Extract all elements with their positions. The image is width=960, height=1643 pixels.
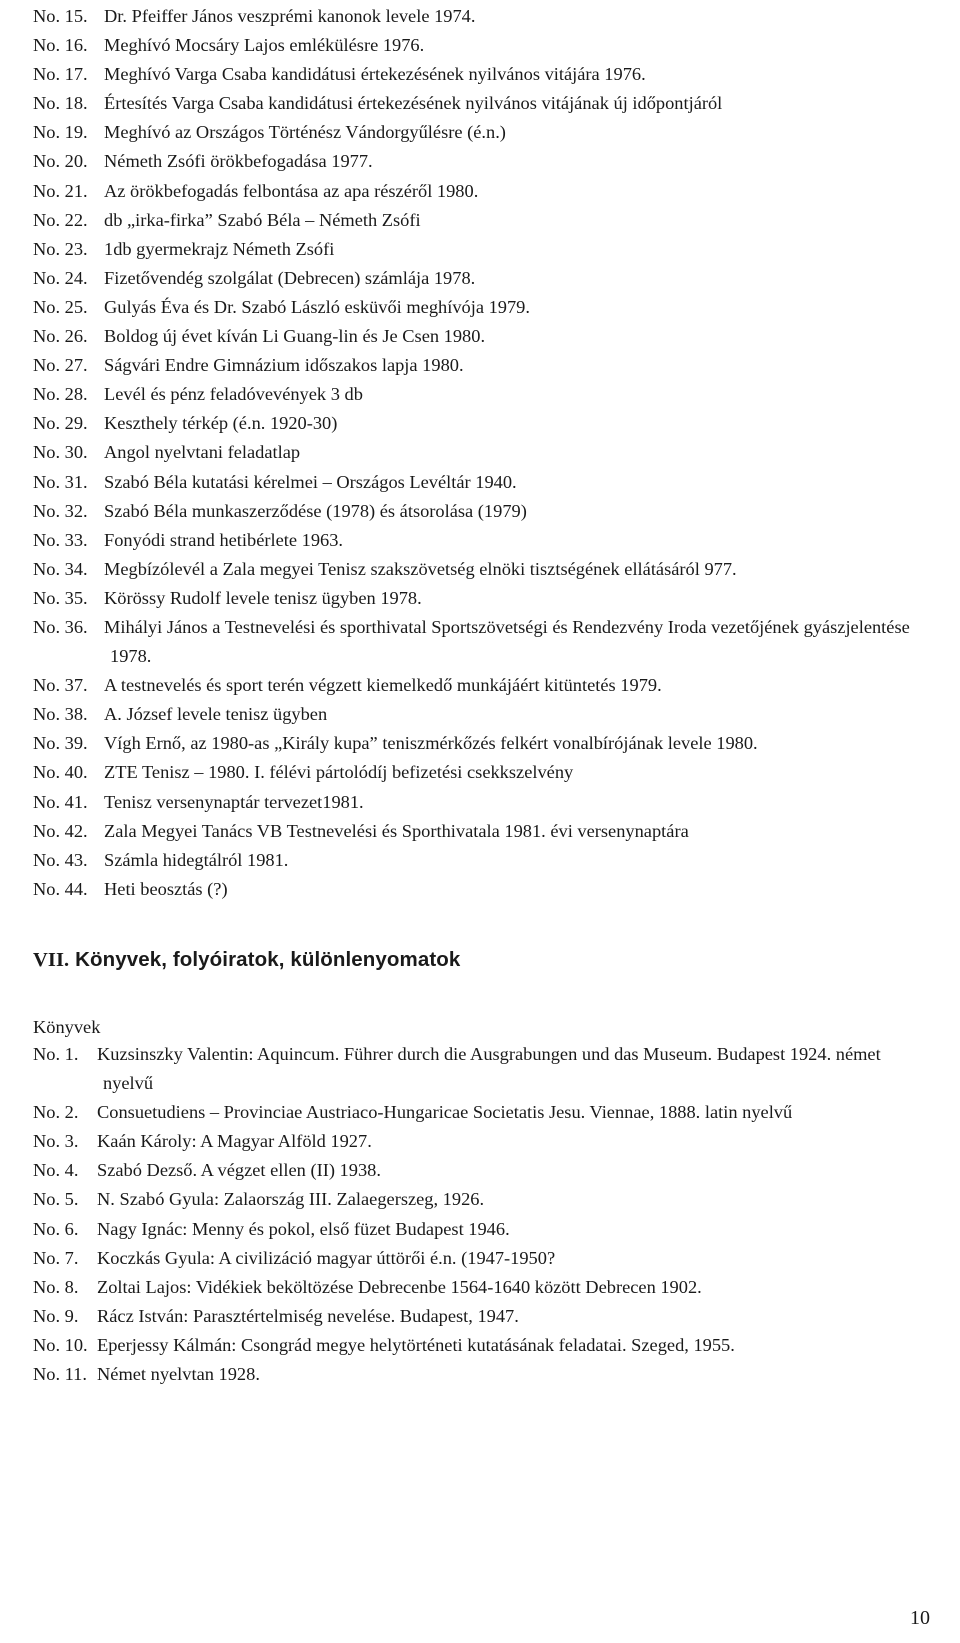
list-item <box>33 1360 913 1389</box>
list-item <box>33 875 933 904</box>
item-number: No. 22. <box>33 209 88 230</box>
item-number: No. 3. <box>33 1131 79 1152</box>
item-text: Nagy Ignác: Menny és pokol, első füzet Budapest 1946. <box>97 1218 510 1239</box>
item-text: Zoltai Lajos: Vidékiek beköltözése Debrecenbe 1564-1640 között Debrecen 1902. <box>97 1276 702 1297</box>
list-item <box>33 1127 913 1156</box>
books-list <box>33 1040 913 1389</box>
item-number: No. 40. <box>33 762 88 783</box>
item-number: No. 5. <box>33 1189 79 1210</box>
item-text: Értesítés Varga Csaba kandidátusi értekezésének nyilvános vitájának új időpontjáról <box>104 93 723 114</box>
list-item <box>33 293 933 322</box>
list-item <box>33 235 933 264</box>
item-number: No. 29. <box>33 413 88 434</box>
list-item <box>33 1098 913 1127</box>
item-text: Zala Megyei Tanács VB Testnevelési és Sporthivatala 1981. évi versenynaptára <box>104 820 689 841</box>
item-text: Dr. Pfeiffer János veszprémi kanonok levele 1974. <box>104 6 476 26</box>
item-number: No. 38. <box>33 704 88 725</box>
item-text: Mihályi János a Testnevelési és sporthivatal Sportszövetségi és Rendezvény Iroda vezetőjének gyászjelentése 1978. <box>104 616 910 667</box>
section-heading <box>33 948 460 972</box>
item-number: No. 24. <box>33 267 88 288</box>
item-text: Fonyódi strand hetibérlete 1963. <box>104 529 344 550</box>
item-text: Levél és pénz feladóvevények 3 db <box>104 384 363 405</box>
item-text: Kuzsinszky Valentin: Aquincum. Führer durch die Ausgrabungen und das Museum. Budapest 1924. német nyelvű <box>97 1044 881 1094</box>
item-number: No. 26. <box>33 326 88 347</box>
list-item <box>33 671 933 700</box>
item-number: No. 35. <box>33 587 88 608</box>
item-text: Német nyelvtan 1928. <box>97 1364 260 1385</box>
item-text: A testnevelés és sport terén végzett kiemelkedő munkájáért kitüntetés 1979. <box>104 675 662 696</box>
item-number: No. 28. <box>33 384 88 405</box>
item-number: No. 36. <box>33 616 88 637</box>
item-number: No. 18. <box>33 93 88 114</box>
item-text: Fizetővendég szolgálat (Debrecen) számlája 1978. <box>104 267 476 288</box>
list-item <box>33 700 933 729</box>
list-item <box>33 1244 913 1273</box>
list-item <box>33 1215 913 1244</box>
item-number: No. 23. <box>33 238 88 259</box>
item-number: No. 32. <box>33 500 88 521</box>
item-text: Vígh Ernő, az 1980-as „Király kupa” teniszmérkőzés felkért vonalbírójának levele 1980. <box>104 733 758 754</box>
item-text: Meghívó az Országos Történész Vándorgyűlésre (é.n.) <box>104 122 506 143</box>
item-text: Meghívó Mocsáry Lajos emlékülésre 1976. <box>104 35 425 56</box>
item-text: Körössy Rudolf levele tenisz ügyben 1978. <box>104 587 422 608</box>
item-text: Consuetudiens – Provinciae Austriaco-Hungaricae Societatis Jesu. Viennae, 1888. latin nyelvű <box>97 1102 793 1123</box>
item-text: Eperjessy Kálmán: Csongrád megye helytörténeti kutatásának feladatai. Szeged, 1955. <box>97 1334 735 1355</box>
item-text: Rácz István: Parasztértelmiség nevelése. Budapest, 1947. <box>97 1305 519 1326</box>
item-number: No. 33. <box>33 529 88 550</box>
item-text: Heti beosztás (?) <box>104 878 228 899</box>
item-text: Számla hidegtálról 1981. <box>104 849 289 870</box>
list-item <box>33 177 933 206</box>
item-number: No. 37. <box>33 675 88 696</box>
item-number: No. 34. <box>33 558 88 579</box>
item-number: No. 4. <box>33 1160 79 1181</box>
item-text: Tenisz versenynaptár tervezet1981. <box>104 791 364 812</box>
item-text: Kaán Károly: A Magyar Alföld 1927. <box>97 1131 372 1152</box>
item-text: ZTE Tenisz – 1980. I. félévi pártolódíj befizetési csekkszelvény <box>104 762 574 783</box>
section-title: Könyvek, folyóiratok, különlenyomatok <box>75 948 461 971</box>
list-item <box>33 1273 913 1302</box>
item-text: A. József levele tenisz ügyben <box>104 704 328 725</box>
list-item <box>33 1185 913 1214</box>
item-number: No. 30. <box>33 442 88 463</box>
item-text: N. Szabó Gyula: Zalaország III. Zalaegerszeg, 1926. <box>97 1189 485 1210</box>
list-item <box>33 409 933 438</box>
item-number: No. 6. <box>33 1218 79 1239</box>
item-number: No. 15. <box>33 6 88 26</box>
item-number: No. 43. <box>33 849 88 870</box>
item-text: db „irka-firka” Szabó Béla – Németh Zsófi <box>104 209 421 230</box>
list-item <box>33 758 933 787</box>
list-item <box>33 206 933 235</box>
list-item <box>33 351 933 380</box>
item-text: Az örökbefogadás felbontása az apa részéről 1980. <box>104 180 479 201</box>
item-number: No. 42. <box>33 820 88 841</box>
list-item <box>33 788 933 817</box>
list-item <box>33 118 933 147</box>
list-item <box>33 526 933 555</box>
item-text: Koczkás Gyula: A civilizáció magyar úttörői é.n. (1947-1950? <box>97 1247 556 1268</box>
list-item <box>33 147 933 176</box>
list-item <box>33 1040 913 1098</box>
list-item <box>33 613 933 671</box>
list-item <box>33 1331 913 1360</box>
section-number: VII. <box>33 949 70 971</box>
item-text: Megbízólevél a Zala megyei Tenisz szakszövetség elnöki tisztségének ellátásáról 977. <box>104 558 737 579</box>
item-number: No. 19. <box>33 122 88 143</box>
list-item <box>33 555 933 584</box>
item-number: No. 2. <box>33 1102 79 1123</box>
list-item <box>33 31 933 60</box>
item-number: No. 9. <box>33 1305 79 1326</box>
list-item <box>33 380 933 409</box>
list-item <box>33 1156 913 1185</box>
item-text: Keszthely térkép (é.n. 1920-30) <box>104 413 338 434</box>
list-item <box>33 846 933 875</box>
item-number: No. 7. <box>33 1247 79 1268</box>
page-number: 10 <box>910 1607 930 1629</box>
list-item <box>33 89 933 118</box>
item-text: Boldog új évet kíván Li Guang-lin és Je Csen 1980. <box>104 326 486 347</box>
item-number: No. 44. <box>33 878 88 899</box>
item-text: Németh Zsófi örökbefogadása 1977. <box>104 151 373 172</box>
item-text: Meghívó Varga Csaba kandidátusi értekezésének nyilvános vitájára 1976. <box>104 64 646 85</box>
item-text: 1db gyermekrajz Németh Zsófi <box>104 238 335 259</box>
item-text: Ságvári Endre Gimnázium időszakos lapja 1980. <box>104 355 464 376</box>
list-item <box>33 584 933 613</box>
item-number: No. 8. <box>33 1276 79 1297</box>
list-item <box>33 1302 913 1331</box>
subsection-heading: Könyvek <box>33 1017 101 1037</box>
item-number: No. 31. <box>33 471 88 492</box>
list-item <box>33 322 933 351</box>
item-number: No. 27. <box>33 355 88 376</box>
list-item <box>33 497 933 526</box>
item-number: No. 41. <box>33 791 88 812</box>
list-item <box>33 438 933 467</box>
list-item <box>33 2 933 31</box>
item-text: Szabó Béla kutatási kérelmei – Országos Levéltár 1940. <box>104 471 517 492</box>
item-number: No. 16. <box>33 35 88 56</box>
item-number: No. 11. <box>33 1364 87 1385</box>
list-item <box>33 468 933 497</box>
list-item <box>33 729 933 758</box>
item-text: Angol nyelvtani feladatlap <box>104 442 301 463</box>
item-text: Gulyás Éva és Dr. Szabó László esküvői meghívója 1979. <box>104 296 530 317</box>
list-item <box>33 264 933 293</box>
item-text: Szabó Béla munkaszerződése (1978) és átsorolása (1979) <box>104 500 527 521</box>
item-number: No. 10. <box>33 1334 88 1355</box>
item-number: No. 20. <box>33 151 88 172</box>
list-item <box>33 60 933 89</box>
item-number: No. 39. <box>33 733 88 754</box>
item-number: No. 21. <box>33 180 88 201</box>
archive-item-list <box>33 2 933 904</box>
item-number: No. 25. <box>33 296 88 317</box>
item-number: No. 1. <box>33 1044 79 1064</box>
item-number: No. 17. <box>33 64 88 85</box>
list-item <box>33 817 933 846</box>
item-text: Szabó Dezső. A végzet ellen (II) 1938. <box>97 1160 381 1181</box>
